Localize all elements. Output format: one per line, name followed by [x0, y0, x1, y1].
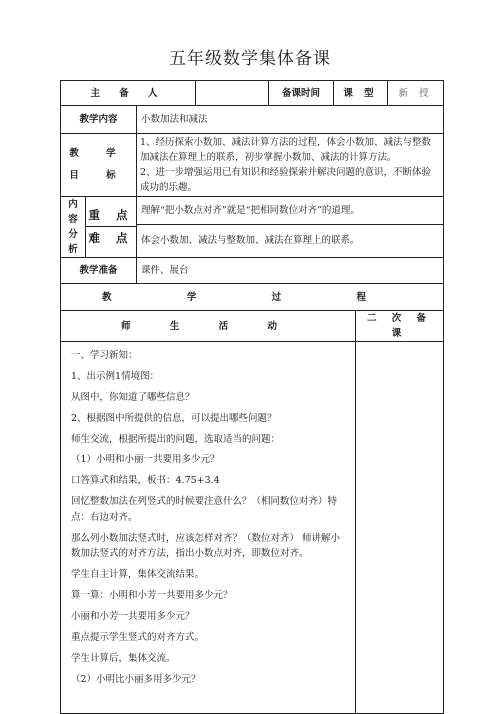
key-point-value: 理解“把小数点对齐”就是“把相同数位对齐”的道理。 — [137, 197, 444, 225]
goals-value — [137, 134, 444, 197]
page-title: 五年级数学集体备课 — [169, 49, 331, 69]
preparer-label: 主 备 人 — [61, 81, 196, 106]
content-label: 教学内容 — [61, 106, 137, 134]
process-line: 重点提示学生竖式的对齐方式。 — [71, 631, 205, 643]
process-line: （2）小明比小丽多用多少元？ — [71, 673, 201, 685]
difficulty-value: 体会小数加、减法与整数加、减法在算理上的联系。 — [137, 224, 444, 257]
process-line: 2、根据图中所提供的信息，可以提出哪些问题？ — [71, 412, 277, 424]
prep-time-label: 备课时间 — [269, 81, 334, 106]
difficulty-label: 难 点 — [88, 231, 134, 245]
analysis-side-label: 内 容 分 析 — [68, 199, 78, 255]
process-line: 学生自主计算，集体交流结果。 — [71, 569, 205, 581]
goals-label — [61, 134, 137, 197]
process-line: 1、出示例1情境图： — [71, 370, 160, 382]
process-line: 从图中，你知道了哪些信息？ — [71, 391, 195, 403]
analysis-inner — [61, 197, 136, 257]
preparer-value — [196, 81, 269, 106]
process-row — [61, 342, 444, 714]
key-point-label: 重 点 — [86, 204, 136, 227]
process-line: 学生计算后，集体交流。 — [71, 652, 176, 664]
process-header: 教 学 过 程 — [61, 284, 444, 311]
process-line: 回忆整数加法在列竖式的时候要注意什么？（相同数位对齐）特点：右边对齐。 — [71, 496, 338, 523]
activities-header: 师 生 活 动 — [61, 311, 356, 342]
goals-row — [61, 134, 444, 197]
process-content — [61, 342, 356, 714]
content-row — [61, 106, 444, 134]
preparation-label: 教学准备 — [61, 258, 137, 284]
lesson-plan-table — [60, 80, 444, 714]
activity-header-row — [61, 311, 444, 342]
process-line: 口答算式和结果，板书：4.75+3.4 — [71, 475, 220, 487]
preparation-value: 课件、展台 — [137, 258, 444, 284]
process-line: 那么列小数加法竖式时，应该怎样对齐？（数位对齐） 师讲解小数加法竖式的对齐方法，指出小数点对齐，即数位对齐。 — [71, 532, 341, 560]
process-header-row — [61, 284, 444, 311]
header-row — [61, 81, 444, 106]
lesson-type-label: 课 型 — [334, 81, 388, 106]
content-value: 小数加法和减法 — [137, 106, 444, 134]
process-line: （1）小明和小丽一共要用多少元？ — [71, 454, 220, 466]
process-line: 一、学习新知： — [71, 350, 138, 361]
goal-item: 2、进一步增强运用已有知识和经验探索并解决问题的意识，不断体验成功的乐趣。 — [140, 167, 432, 193]
goal-item: 1、经历探索小数加、减法计算方法的过程，体会小数加、减法与整数加减法在算理上的联系，初步掌握小数加、减法的计算方法。 — [140, 137, 432, 163]
goals-label-bottom: 目 标 — [69, 170, 128, 181]
key-point-row — [61, 197, 444, 225]
secondary-prep-content — [356, 342, 444, 714]
analysis-labels — [86, 197, 137, 257]
process-line: 小丽和小芳一共要用多少元？ — [71, 610, 195, 622]
goals-label-top: 教 学 — [69, 148, 128, 159]
secondary-prep-header: 二 次 备 课 — [356, 311, 444, 342]
analysis-cell — [61, 197, 137, 258]
preparation-row — [61, 258, 444, 284]
process-line: 算一算：小明和小芳一共要用多少元？ — [71, 590, 233, 602]
lesson-type-value: 新 授 — [388, 81, 444, 106]
process-line: 师生交流，根据所提出的问题，选取适当的问题： — [71, 433, 281, 445]
